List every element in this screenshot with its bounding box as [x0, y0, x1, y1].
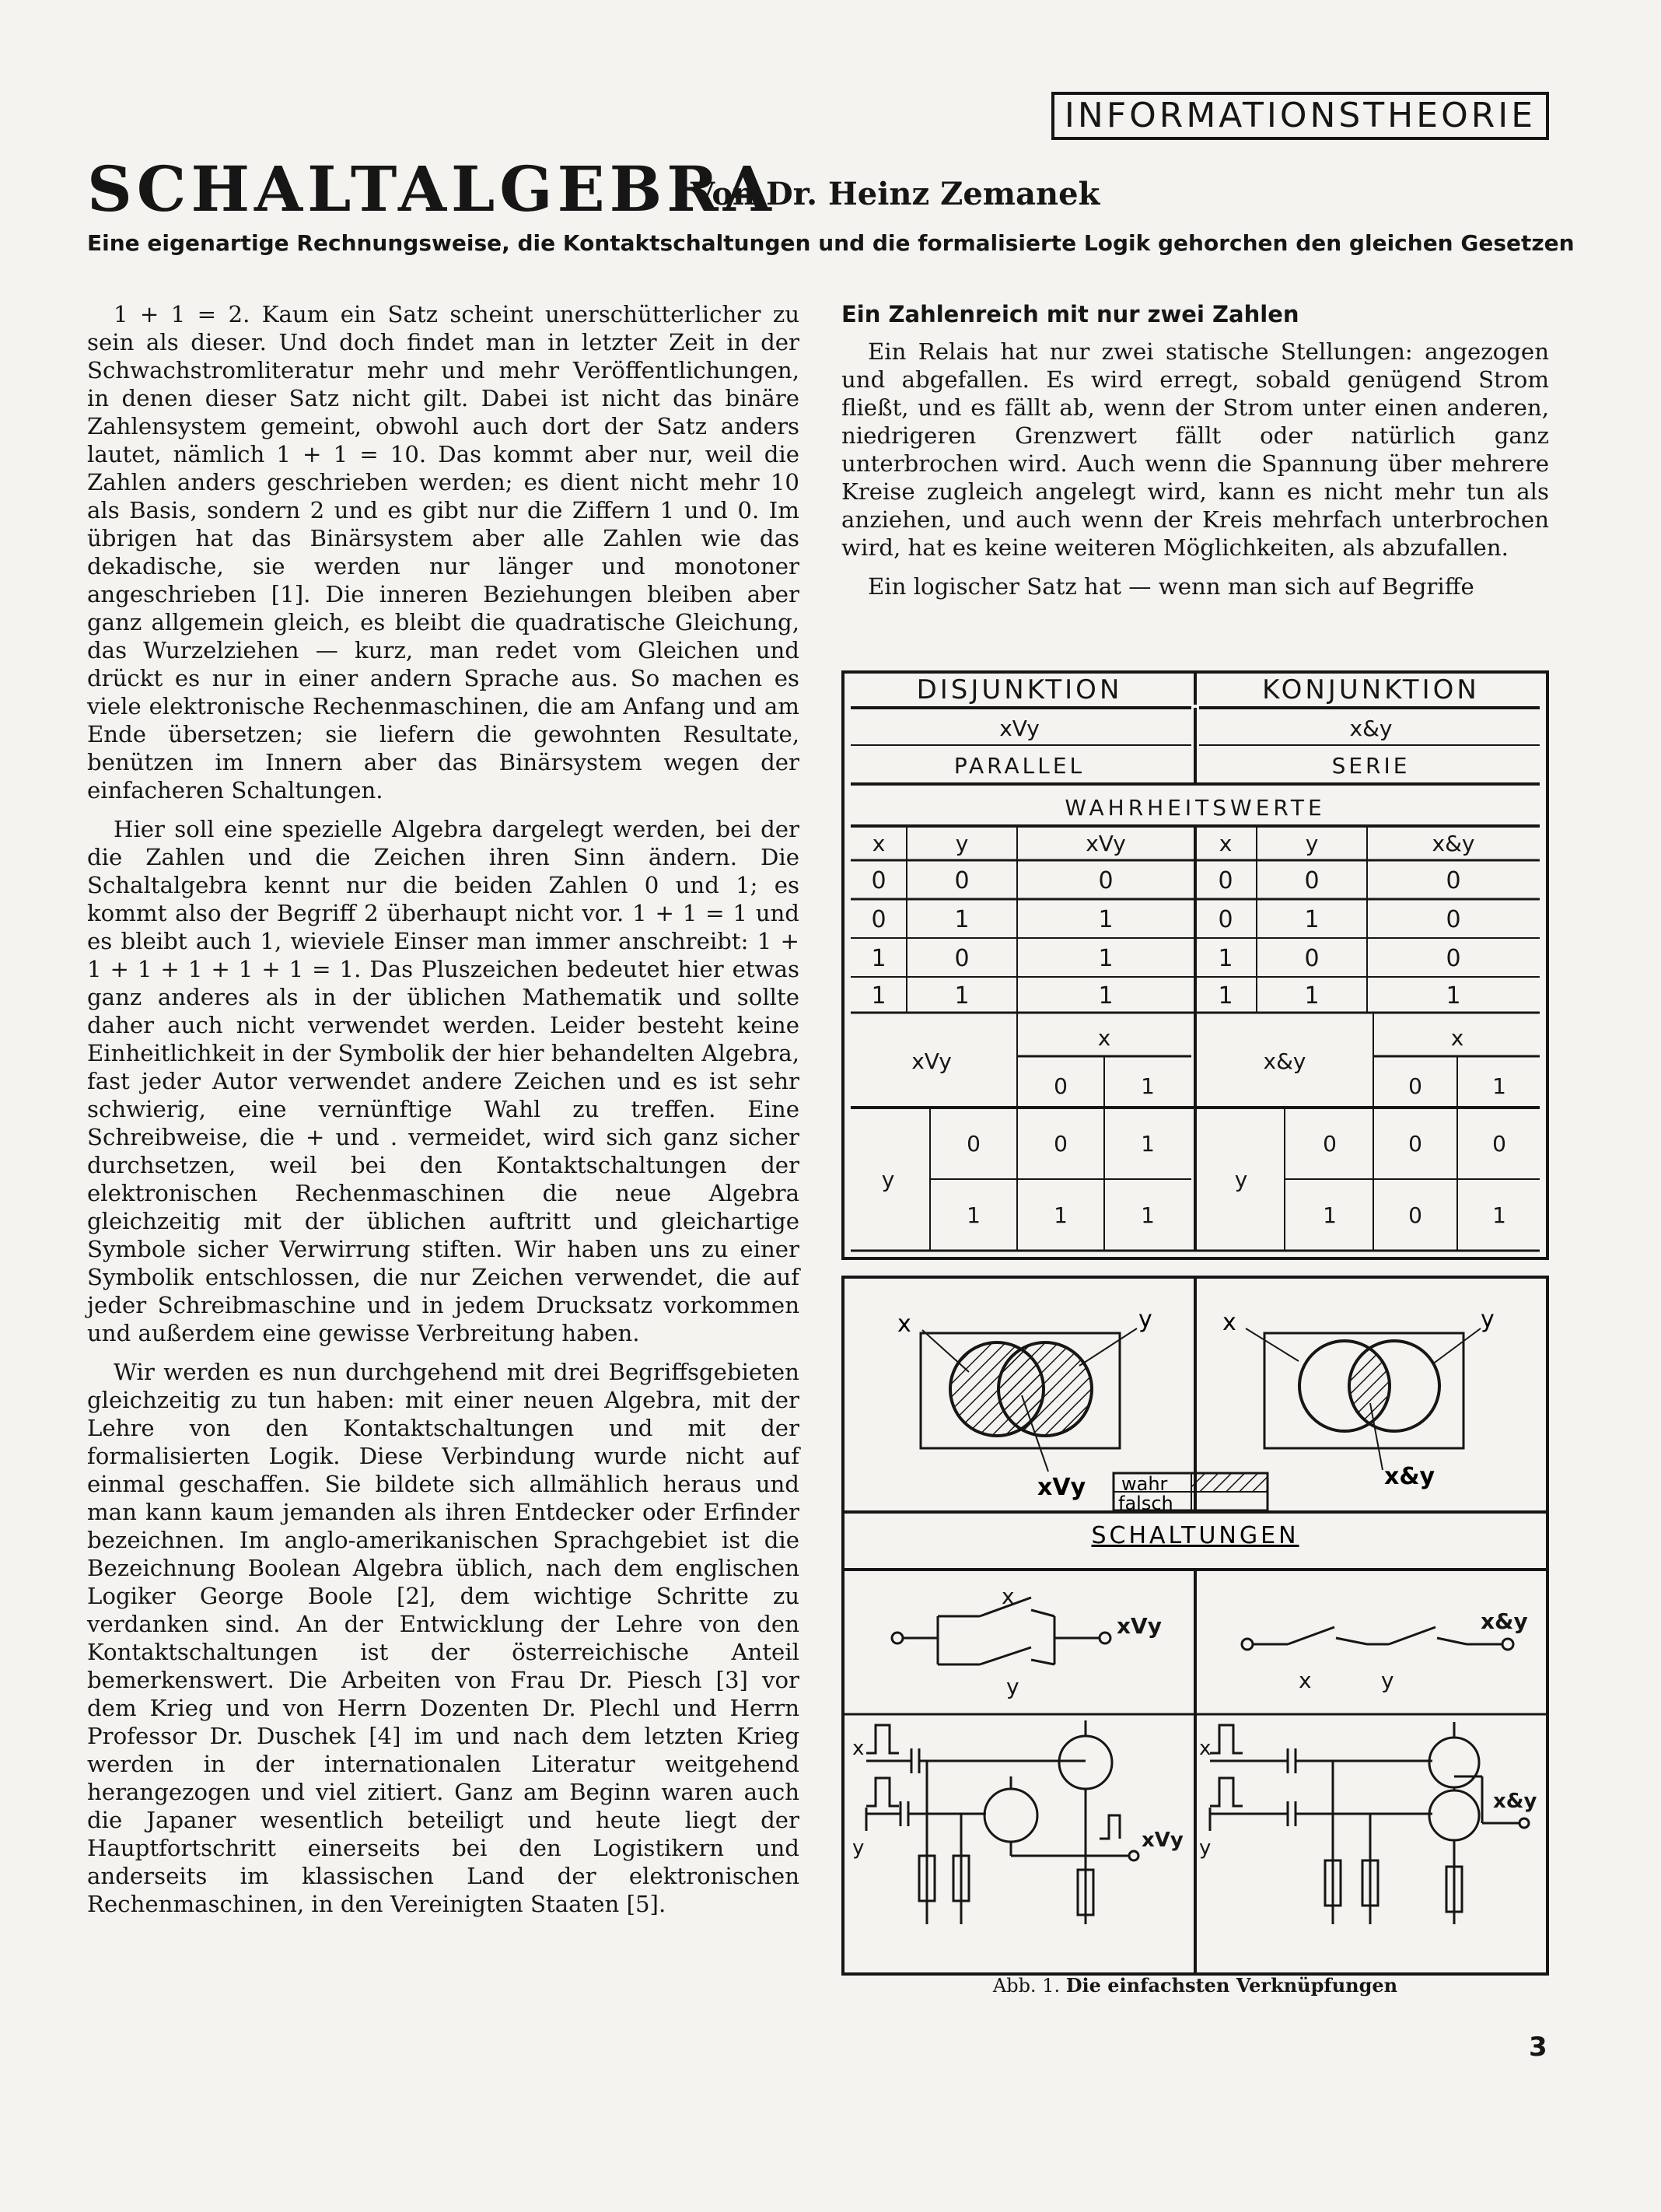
- matrix-and-y-value: 1: [1323, 1202, 1337, 1228]
- tube-or-y: y: [852, 1836, 865, 1860]
- table-cell: 1: [1218, 982, 1233, 1010]
- column-header: y: [1305, 831, 1319, 856]
- venn-and-x: x: [1222, 1309, 1236, 1336]
- tube-and-circuit: [1210, 1722, 1529, 1924]
- table-cell: 0: [1218, 867, 1233, 894]
- figure-caption: [841, 1974, 1549, 1997]
- matrix-and-x-value: 0: [1408, 1073, 1422, 1099]
- table-cell: 0: [1218, 906, 1233, 933]
- table-cell: 0: [1446, 906, 1461, 933]
- table-cell: 0: [1098, 867, 1114, 894]
- truth-legend: [1114, 1473, 1268, 1514]
- column-header: x: [1219, 831, 1233, 856]
- diagram-svg: [844, 1279, 1546, 1972]
- matrix-and-x-value: 1: [1492, 1073, 1506, 1099]
- matrix-or-x-value: 1: [1141, 1073, 1155, 1099]
- right-column: [841, 300, 1549, 611]
- table-cell: 1: [1304, 906, 1320, 933]
- column-header: y: [955, 831, 969, 856]
- parallel-y: y: [1006, 1674, 1019, 1699]
- paragraph: Ein logischer Satz hat — wenn man sich auf Begriffe: [868, 573, 1474, 600]
- paragraph: 1 + 1 = 2. Kaum ein Satz scheint unerschütterlicher zu sein als dieser. Und doch findet man in letzter Zeit in der Schwachstromliteratur mehr und mehr Veröffentlichungen, in denen dieser Satz nicht gilt. Dabei ist nicht das binäre Zahlensystem gemeint, obwohl auch dort der Satz anders lautet, nämlich 1 + 1 = 10. Das kommt aber nur, weil die Zahlen anders geschrieben werden; es dient nicht mehr 10 als Basis, sondern 2 und es gibt nur die Ziffern 1 und 0. Im übrigen hat das Binärsystem aber alle Zahlen wie das dekadische, sie werden nur länger und monotoner angeschrieben [1]. Die inneren Beziehungen bleiben aber ganz allgemein gleich, es bleibt die quadratische Gleichung, das Wurzelziehen — kurz, man redet vom Gleichen und drückt es nur in einer andern Sprache aus. So machen es viele elektronische Rechenmaschinen, die am Anfang und am Ende übersetzen; sie liefern die gewohnten Resultate, benützen im Innern aber das Binärsystem wegen der einfacheren Schaltungen.: [87, 301, 799, 803]
- matrix-or-y-value: 1: [967, 1202, 981, 1228]
- tube-or-circuit: [866, 1720, 1138, 1924]
- venn-and-y: y: [1481, 1306, 1495, 1333]
- table-cell: 0: [1446, 945, 1461, 972]
- table-cell: 1: [871, 945, 886, 972]
- venn-and-label: x&y: [1384, 1463, 1435, 1490]
- matrix-or-cell: 1: [1141, 1131, 1155, 1157]
- paragraph: Ein Relais hat nur zwei statische Stellungen: angezogen und abgefallen. Es wird erregt, sobald genügend Strom fließt, und es fällt ab, wenn der Strom unter einen anderen, niedrigeren Grenzwert fällt oder natürlich ganz unterbrochen wird. Auch wenn die Spannung über mehrere Kreise zugleich angelegt wird, kann es nicht mehr tun als anziehen, und auch wenn der Kreis mehrfach unterbrochen wird, hat es keine weiteren Möglichkeiten, als abzufallen.: [841, 338, 1549, 561]
- series-y: y: [1381, 1668, 1394, 1693]
- matrix-or-cell: 1: [1054, 1202, 1068, 1228]
- paragraph: Wir werden es nun durchgehend mit drei Begriffsgebieten gleichzeitig zu tun haben: mit einer neuen Algebra, mit der Lehre von den Kontaktschaltungen und mit der formalisierten Logik. Diese Verbindung wurde nicht auf einmal geschaffen. Sie bildete sich allmählich heraus und man kann kaum jemanden als ihren Entdecker oder Erfinder bezeichnen. Im anglo-amerikanischen Sprachgebiet ist die Bezeichnung Boolean Algebra üblich, nach dem englischen Logiker George Boole [2], dem wichtige Schritte zu verdanken sind. An der Entwicklung der Lehre von den Kontaktschaltungen ist der österreichische Anteil bemerkenswert. Die Arbeiten von Frau Dr. Piesch [3] vor dem Krieg und von Herrn Dozenten Dr. Plechl und Herrn Professor Dr. Duschek [4] im und nach dem letzten Krieg werden in der internationalen Literatur weitgehend herangezogen und viel zitiert. Ganz am Beginn waren auch die Japaner wesentlich beteiligt und heute liegt der Hauptfortschritt einerseits bei den Logistikern und anderseits im klassischen Land der elektronischen Rechenmaschinen, in den Vereinigten Staaten [5].: [87, 1359, 799, 1917]
- section-heading: Ein Zahlenreich mit nur zwei Zahlen: [841, 301, 1299, 327]
- matrix-and-label: x&y: [1263, 1048, 1306, 1074]
- tube-and-y: y: [1199, 1836, 1212, 1860]
- tube-and-x: x: [1199, 1737, 1212, 1760]
- venn-and-diagram: [1222, 1306, 1495, 1490]
- author-line: Von Dr. Heinz Zemanek: [691, 176, 1100, 212]
- disjunction-symbol: xVy: [999, 716, 1040, 741]
- table-cell: 0: [954, 945, 970, 972]
- diagram-panel: [841, 1276, 1549, 1976]
- table-cell: 1: [871, 982, 886, 1010]
- circuits-title: SCHALTUNGEN: [1091, 1522, 1299, 1549]
- tube-or-out: xVy: [1142, 1829, 1184, 1852]
- legend-true: wahr: [1121, 1473, 1168, 1495]
- matrix-or-cell: 0: [1054, 1131, 1068, 1157]
- matrix-or-label: xVy: [911, 1048, 952, 1074]
- tube-and-out: x&y: [1493, 1790, 1537, 1813]
- section-tag: INFORMATIONSTHEORIE: [1051, 92, 1549, 140]
- matrix-and-y-value: 0: [1323, 1131, 1337, 1157]
- venn-or-diagram: [897, 1306, 1152, 1501]
- truth-table: [841, 670, 1549, 1260]
- table-cell: 0: [1304, 867, 1320, 894]
- table-cell: 1: [954, 906, 970, 933]
- parallel-x: x: [1002, 1584, 1015, 1609]
- matrix-or-y-label: y: [881, 1167, 895, 1192]
- matrix-or-y-value: 0: [967, 1131, 981, 1157]
- truth-table-svg: [844, 674, 1546, 1257]
- matrix-or-x-label: x: [1097, 1025, 1111, 1051]
- conjunction-title: KONJUNKTION: [1262, 674, 1480, 705]
- article-title: SCHALTALGEBRA: [87, 152, 776, 226]
- table-cell: 0: [1446, 867, 1461, 894]
- matrix-and-x-label: x: [1450, 1025, 1464, 1051]
- column-header: x&y: [1432, 831, 1475, 856]
- table-cell: 0: [954, 867, 970, 894]
- tube-or-x: x: [852, 1737, 865, 1760]
- venn-or-label: xVy: [1037, 1474, 1086, 1501]
- truth-values-subtitle: WAHRHEITSWERTE: [1065, 795, 1326, 821]
- column-header: xVy: [1086, 831, 1126, 856]
- table-cell: 1: [1098, 906, 1114, 933]
- caption-text: Die einfachsten Verknüpfungen: [1065, 1974, 1398, 1997]
- disjunction-title: DISJUNKTION: [916, 674, 1123, 705]
- matrix-or-x-value: 0: [1054, 1073, 1068, 1099]
- matrix-or-cell: 1: [1141, 1202, 1155, 1228]
- disjunction-circuit: PARALLEL: [953, 753, 1086, 779]
- matrix-and-cell: 1: [1492, 1202, 1506, 1228]
- matrix-and-cell: 0: [1408, 1131, 1422, 1157]
- series-circuit: [1242, 1627, 1513, 1650]
- conjunction-circuit: SERIE: [1331, 753, 1411, 779]
- series-x: x: [1299, 1668, 1312, 1693]
- table-cell: 1: [1098, 945, 1114, 972]
- legend-false: falsch: [1118, 1493, 1173, 1514]
- table-cell: 0: [1304, 945, 1320, 972]
- venn-or-y: y: [1138, 1306, 1152, 1333]
- paragraph: Hier soll eine spezielle Algebra dargelegt werden, bei der die Zahlen und die Zeichen ihren Sinn ändern. Die Schaltalgebra kennt nur die beiden Zahlen 0 und 1; es kommt also der Begriff 2 überhaupt nicht vor. 1 + 1 = 1 und es bleibt auch 1, wieviele Einser man immer anschreibt: 1 + 1 + 1 + 1 + 1 + 1 = 1. Das Pluszeichen bedeutet hier etwas ganz anderes als in der üblichen Mathematik und sollte daher auch nicht verwendet werden. Leider besteht keine Einheitlichkeit in der Symbolik der hier behandelten Algebra, fast jeder Autor verwendet andere Zeichen und es ist sehr schwierig, eine vernünftige Wahl zu treffen. Eine Schreibweise, die + und . vermeidet, wird sich ganz sicher durchsetzen, weil bei den Kontaktschaltungen der elektronischen Rechenmaschinen die neue Algebra gleichzeitig mit der üblichen auftritt und gleichartige Symbole sicher Verwirrung stiften. Wir haben uns zu einer Symbolik entschlossen, die nur Zeichen verwendet, die auf jeder Schreibmaschine und in jedem Drucksatz vorkommen und außerdem eine gewisse Verbreitung haben.: [87, 816, 799, 1346]
- conjunction-symbol: x&y: [1349, 716, 1393, 741]
- table-cell: 1: [1098, 982, 1114, 1010]
- matrix-and-y-label: y: [1234, 1167, 1248, 1192]
- table-cell: 0: [871, 906, 886, 933]
- table-cell: 1: [1218, 945, 1233, 972]
- left-column: [87, 300, 799, 1929]
- page-number: 3: [1529, 2032, 1547, 2063]
- article-subtitle: Eine eigenartige Rechnungsweise, die Kontaktschaltungen und die formalisierte Logik gehorchen den gleichen Gesetzen: [87, 230, 1575, 256]
- venn-or-x: x: [897, 1311, 911, 1338]
- parallel-out: xVy: [1117, 1613, 1162, 1639]
- series-out: x&y: [1481, 1608, 1528, 1634]
- table-cell: 1: [1446, 982, 1461, 1010]
- column-header: x: [872, 831, 886, 856]
- table-cell: 0: [871, 867, 886, 894]
- matrix-and-cell: 0: [1492, 1131, 1506, 1157]
- table-cell: 1: [954, 982, 970, 1010]
- matrix-and-cell: 0: [1408, 1202, 1422, 1228]
- caption-prefix: Abb. 1.: [992, 1975, 1061, 1997]
- table-cell: 1: [1304, 982, 1320, 1010]
